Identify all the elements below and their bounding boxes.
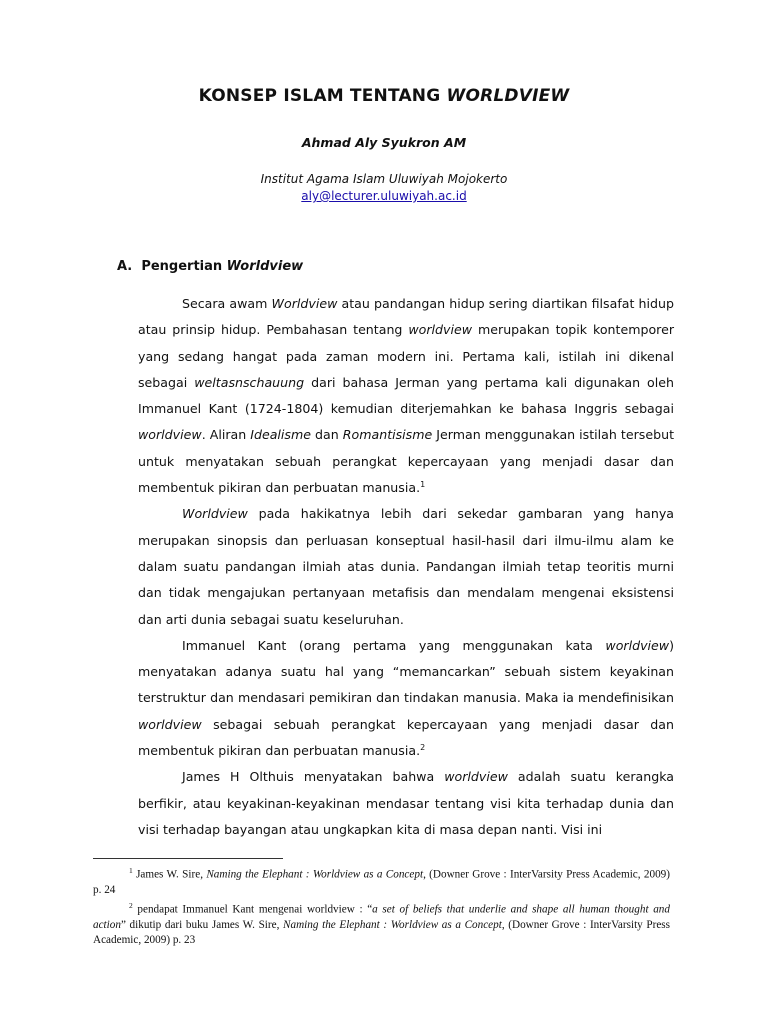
footnote — [93, 899, 670, 947]
text-run: atau pandangan hidup sering diartikan filsafat hidup atau prinsip hidup. Pembahasan tentang — [138, 296, 674, 338]
text-run: . Aliran — [201, 427, 251, 443]
text-run: ” dikutip dari buku James W. Sire, — [120, 918, 284, 931]
document-title — [0, 86, 768, 106]
italic-term: worldview — [408, 322, 473, 338]
footnote-ref: 1 — [420, 479, 426, 489]
title-italic-text: WORLDVIEW — [446, 86, 570, 106]
section-number: A. — [117, 259, 133, 274]
italic-term: worldview — [605, 637, 670, 653]
footnote-separator — [93, 858, 283, 859]
italic-term: Worldview — [271, 296, 338, 311]
email-link[interactable]: aly@lecturer.uluwiyah.ac.id — [301, 189, 467, 203]
text-run: Immanuel Kant (orang pertama yang menggunakan kata — [182, 637, 606, 653]
footnote-ref: 2 — [420, 742, 426, 752]
italic-term: Idealisme — [250, 427, 311, 443]
paragraph — [138, 764, 674, 843]
text-run: pada hakikatnya lebih dari sekedar gambaran yang hanya merupakan sinopsis dan perluasan konseptual hasil-hasil dari ilmu-ilmu alam ke dalam suatu pandangan ilmiah atas dunia. Pandangan ilmiah tetap teoritis murni dan tidak mengajukan pertanyaan metafisis dan mendalam mengenai eksistensi dan arti dunia sebagai suatu keseluruhan. — [138, 506, 674, 627]
text-run: pendapat Immanuel Kant mengenai worldview : “ — [132, 904, 373, 917]
author-name: Ahmad Aly Syukron AM — [301, 135, 467, 150]
footnote — [93, 864, 670, 897]
institution: Institut Agama Islam Uluwiyah Mojokerto — [260, 172, 508, 186]
footnote-ref: 2 — [129, 901, 133, 911]
italic-term: worldview — [138, 716, 202, 732]
text-run: James W. Sire, — [132, 868, 207, 881]
section-title-italic: Worldview — [226, 259, 304, 274]
text-run: ) menyatakan adanya suatu hal yang “memancarkan” sebuah sistem keyakinan terstruktur dan mendasari pemikiran dan tindakan manusia. Maka ia mendefinisikan — [138, 637, 674, 706]
text-run: merupakan topik kontemporer yang sedang hangat pada zaman modern ini. Pertama kali, istilah ini dikenal sebagai — [138, 322, 674, 390]
text-run: dan — [311, 427, 343, 443]
italic-term: weltasnschauung — [194, 374, 305, 390]
section-title: Pengertian — [141, 259, 227, 274]
text-run: dari bahasa Jerman yang pertama kali digunakan oleh Immanuel Kant (1724-1804) kemudian diterjemahkan ke bahasa Inggris sebagai — [138, 374, 674, 417]
footnotes — [93, 864, 670, 949]
italic-term: Naming the Elephant : Worldview as a Concept — [283, 918, 502, 931]
italic-term: worldview — [138, 427, 202, 443]
paragraph — [138, 291, 674, 501]
italic-term: a set of beliefs that underlie and shape all human thought and action — [93, 904, 670, 931]
italic-term: Naming the Elephant : Worldview as a Concept — [206, 868, 424, 881]
text-run: , (Downer Grove : InterVarsity Press Academic, 2009) p. 23 — [93, 918, 671, 946]
text-run: sebagai sebuah perangkat kepercayaan yang menjadi dasar dan membentuk pikiran dan perbuatan manusia. — [138, 716, 674, 759]
italic-term: Romantisisme — [342, 427, 433, 443]
italic-term: Worldview — [182, 506, 248, 522]
text-run: James H Olthuis menyatakan bahwa — [182, 769, 445, 785]
paragraph — [138, 633, 674, 764]
paragraph — [138, 501, 674, 632]
text-run: Jerman menggunakan istilah tersebut untuk menyatakan sebuah perangkat kepercayaan yang menjadi dasar dan membentuk pikiran dan perbuatan manusia. — [138, 427, 675, 496]
footnote-ref: 1 — [129, 866, 133, 875]
body-text — [138, 291, 674, 843]
text-run: Secara awam — [182, 296, 272, 311]
italic-term: worldview — [444, 769, 508, 785]
author-email — [0, 189, 768, 203]
text-run: adalah suatu kerangka berfikir, atau keyakinan-keyakinan mendasar tentang visi kita terhadap dunia dan visi terhadap bayangan atau ungkapkan kita di masa depan nanti. Visi ini — [138, 769, 674, 837]
section-heading — [117, 259, 303, 274]
text-run: , (Downer Grove : InterVarsity Press Academic, 2009) p. 24 — [93, 868, 670, 896]
title-text: KONSEP ISLAM TENTANG — [198, 86, 447, 106]
